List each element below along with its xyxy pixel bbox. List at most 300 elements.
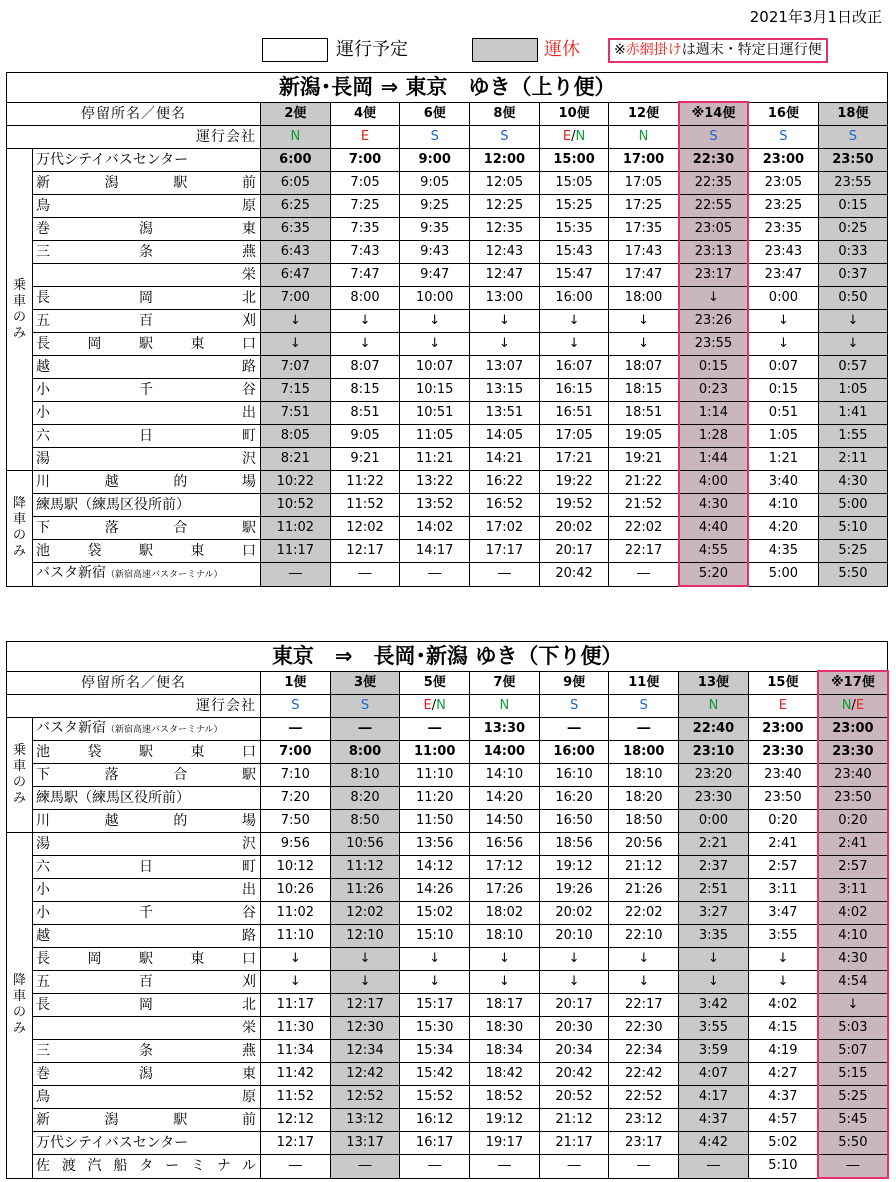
- time-cell: 0:33: [818, 241, 888, 264]
- time-cell: 3:55: [748, 925, 818, 948]
- time-cell: 8:15: [330, 379, 400, 402]
- time-cell: 0:57: [818, 356, 888, 379]
- time-cell: 20:42: [539, 1063, 609, 1086]
- time-cell: 18:34: [470, 1040, 540, 1063]
- time-cell: 1:44: [679, 448, 749, 471]
- time-cell: ↓: [470, 948, 540, 971]
- time-cell: ↓: [539, 948, 609, 971]
- time-cell: ↓: [609, 310, 679, 333]
- time-cell: 22:42: [609, 1063, 679, 1086]
- time-cell: 20:56: [609, 833, 679, 856]
- time-cell: 15:30: [400, 1017, 470, 1040]
- time-cell: 22:02: [609, 517, 679, 540]
- stop-name-text: 三条燕: [36, 1043, 257, 1059]
- table-row: [7, 787, 888, 810]
- time-cell: ↓: [539, 971, 609, 994]
- time-cell: ↓: [539, 333, 609, 356]
- stop-name-text: 万代シテイバスセンター: [36, 1135, 189, 1151]
- time-cell: 12:52: [330, 1086, 400, 1109]
- operator-letter: N: [436, 698, 446, 713]
- time-cell: 1:41: [818, 402, 888, 425]
- time-cell: 19:12: [539, 856, 609, 879]
- stop-name: [33, 172, 261, 195]
- service-number: 7便: [470, 671, 540, 695]
- service-number: 18便: [818, 102, 888, 126]
- time-cell: 21:22: [609, 471, 679, 494]
- table-row: [7, 971, 888, 994]
- time-cell: 7:07: [261, 356, 331, 379]
- time-cell: 11:26: [330, 879, 400, 902]
- time-cell: 2:57: [748, 856, 818, 879]
- time-cell: 18:07: [609, 356, 679, 379]
- time-cell: 18:00: [609, 287, 679, 310]
- time-cell: 15:10: [400, 925, 470, 948]
- stop-name: [33, 563, 261, 587]
- time-cell: 18:51: [609, 402, 679, 425]
- time-cell: ―: [818, 1155, 888, 1179]
- time-cell: ↓: [748, 971, 818, 994]
- stop-name: [33, 1040, 261, 1063]
- operator-code: [330, 695, 400, 718]
- time-cell: 23:40: [818, 764, 888, 787]
- time-cell: 18:10: [609, 764, 679, 787]
- time-cell: 17:43: [609, 241, 679, 264]
- time-cell: 12:35: [470, 218, 540, 241]
- time-cell: ↓: [818, 333, 888, 356]
- time-cell: 23:40: [748, 764, 818, 787]
- time-cell: 9:25: [400, 195, 470, 218]
- table-row: [7, 333, 888, 356]
- time-cell: 10:15: [400, 379, 470, 402]
- stop-name-text: 練馬駅（練馬区役所前）: [36, 790, 190, 806]
- time-cell: 13:17: [330, 1132, 400, 1155]
- time-cell: 10:51: [400, 402, 470, 425]
- operator-code: [679, 695, 749, 718]
- time-cell: ―: [539, 718, 609, 741]
- stop-name: [33, 149, 261, 172]
- legend-suspended-swatch: [472, 38, 538, 62]
- time-cell: 7:47: [330, 264, 400, 287]
- table-row: [7, 810, 888, 833]
- time-cell: 18:20: [609, 787, 679, 810]
- time-cell: 4:07: [679, 1063, 749, 1086]
- stop-name-text: 長岡北: [36, 290, 257, 306]
- time-cell: 2:11: [818, 448, 888, 471]
- time-cell: 23:30: [818, 741, 888, 764]
- time-cell: 16:20: [539, 787, 609, 810]
- table-row: [7, 764, 888, 787]
- time-cell: ―: [330, 563, 400, 587]
- time-cell: 10:56: [330, 833, 400, 856]
- time-cell: 22:55: [679, 195, 749, 218]
- time-cell: 17:12: [470, 856, 540, 879]
- stop-name: [33, 402, 261, 425]
- time-cell: 2:41: [748, 833, 818, 856]
- service-number: 13便: [679, 671, 749, 695]
- time-cell: 15:43: [539, 241, 609, 264]
- time-cell: ↓: [261, 971, 331, 994]
- time-cell: 13:52: [400, 494, 470, 517]
- time-cell: 3:11: [818, 879, 888, 902]
- time-cell: 15:47: [539, 264, 609, 287]
- time-cell: ↓: [261, 310, 331, 333]
- time-cell: 6:25: [261, 195, 331, 218]
- time-cell: 12:17: [330, 540, 400, 563]
- stop-name-text: 新潟駅前: [36, 175, 257, 191]
- time-cell: 18:50: [609, 810, 679, 833]
- service-number: 5便: [400, 671, 470, 695]
- table-row: [7, 471, 888, 494]
- time-cell: ↓: [470, 310, 540, 333]
- stop-name-sub: （新宿高速バスターミナル）: [106, 570, 223, 581]
- legend-planned-label: 運行予定: [336, 39, 408, 60]
- time-cell: 0:50: [818, 287, 888, 310]
- time-cell: 16:51: [539, 402, 609, 425]
- time-cell: 18:00: [609, 741, 679, 764]
- service-number: 16便: [748, 102, 818, 126]
- time-cell: ↓: [818, 994, 888, 1017]
- stop-name: [33, 718, 261, 741]
- time-cell: 17:25: [609, 195, 679, 218]
- time-cell: 6:47: [261, 264, 331, 287]
- time-cell: ↓: [609, 333, 679, 356]
- table-row: [7, 356, 888, 379]
- time-cell: ↓: [748, 310, 818, 333]
- time-cell: 20:17: [539, 540, 609, 563]
- time-cell: 5:15: [818, 1063, 888, 1086]
- time-cell: 17:35: [609, 218, 679, 241]
- time-cell: 9:05: [400, 172, 470, 195]
- time-cell: 7:05: [330, 172, 400, 195]
- time-cell: 4:20: [748, 517, 818, 540]
- operator-letter: N: [638, 129, 649, 144]
- time-cell: 13:07: [470, 356, 540, 379]
- time-cell: ―: [609, 563, 679, 587]
- operator-code: [679, 126, 749, 149]
- time-cell: 12:43: [470, 241, 540, 264]
- time-cell: 14:10: [470, 764, 540, 787]
- time-cell: ↓: [330, 948, 400, 971]
- table-row: [7, 540, 888, 563]
- time-cell: 5:25: [818, 1086, 888, 1109]
- table-row: [7, 149, 888, 172]
- service-number: 2便: [261, 102, 331, 126]
- time-cell: 11:05: [400, 425, 470, 448]
- time-cell: 3:35: [679, 925, 749, 948]
- time-cell: 22:10: [609, 925, 679, 948]
- operator-code: [330, 126, 400, 149]
- time-cell: 4:37: [748, 1086, 818, 1109]
- stop-name: [33, 379, 261, 402]
- time-cell: 5:50: [818, 1132, 888, 1155]
- time-cell: 15:34: [400, 1040, 470, 1063]
- table-row: [7, 994, 888, 1017]
- stop-name-text: 練馬駅（練馬区役所前）: [36, 497, 190, 513]
- time-cell: 7:00: [330, 149, 400, 172]
- stop-name-text: 佐渡汽船ターミナル: [36, 1158, 257, 1175]
- operator-code: [748, 695, 818, 718]
- time-cell: 14:21: [470, 448, 540, 471]
- time-cell: ↓: [679, 948, 749, 971]
- time-cell: 3:47: [748, 902, 818, 925]
- stop-name-text: 鳥原: [36, 198, 257, 214]
- operator-letter: E: [423, 698, 432, 713]
- time-cell: ↓: [470, 333, 540, 356]
- time-cell: 4:54: [818, 971, 888, 994]
- time-cell: ↓: [748, 948, 818, 971]
- stop-name-text: 湯沢: [36, 836, 257, 852]
- stop-name: [33, 879, 261, 902]
- time-cell: 2:21: [679, 833, 749, 856]
- time-cell: 12:42: [330, 1063, 400, 1086]
- operator-letter: S: [430, 129, 439, 144]
- time-cell: 4:30: [818, 471, 888, 494]
- time-cell: 7:00: [261, 287, 331, 310]
- legend-planned-swatch: [262, 38, 328, 62]
- time-cell: 2:41: [818, 833, 888, 856]
- time-cell: 1:05: [748, 425, 818, 448]
- time-cell: 23:05: [679, 218, 749, 241]
- stop-name: [33, 494, 261, 517]
- table-row: [7, 517, 888, 540]
- stop-name-text: 巻潟東: [36, 221, 257, 237]
- time-cell: 12:10: [330, 925, 400, 948]
- time-cell: 11:20: [400, 787, 470, 810]
- time-cell: 22:35: [679, 172, 749, 195]
- time-cell: 13:56: [400, 833, 470, 856]
- time-cell: 23:12: [609, 1109, 679, 1132]
- table-row: [7, 241, 888, 264]
- time-cell: 5:07: [818, 1040, 888, 1063]
- service-number: 11便: [609, 671, 679, 695]
- time-cell: 12:30: [330, 1017, 400, 1040]
- time-cell: 16:52: [470, 494, 540, 517]
- time-cell: 8:07: [330, 356, 400, 379]
- time-cell: 21:52: [609, 494, 679, 517]
- note-rest-text: は週末・特定日運行便: [681, 42, 822, 58]
- stop-name: [33, 471, 261, 494]
- time-cell: 18:17: [470, 994, 540, 1017]
- time-cell: 12:25: [470, 195, 540, 218]
- service-number: ※17便: [818, 671, 888, 695]
- time-cell: 4:55: [679, 540, 749, 563]
- time-cell: 12:12: [261, 1109, 331, 1132]
- time-cell: 15:25: [539, 195, 609, 218]
- operator-letter: S: [569, 698, 579, 713]
- time-cell: 23:55: [679, 333, 749, 356]
- time-cell: 23:26: [679, 310, 749, 333]
- operator-code: [261, 695, 331, 718]
- time-cell: ↓: [539, 310, 609, 333]
- time-cell: 16:56: [470, 833, 540, 856]
- time-cell: 0:25: [818, 218, 888, 241]
- time-cell: 18:42: [470, 1063, 540, 1086]
- time-cell: 22:40: [679, 718, 749, 741]
- table-row: [7, 195, 888, 218]
- time-cell: ↓: [818, 310, 888, 333]
- time-cell: 15:02: [400, 902, 470, 925]
- operator-code: [818, 695, 888, 718]
- time-cell: 11:12: [330, 856, 400, 879]
- time-cell: ↓: [261, 948, 331, 971]
- operator-code: [470, 695, 540, 718]
- time-cell: 1:28: [679, 425, 749, 448]
- time-cell: ―: [261, 1155, 331, 1179]
- time-cell: 14:50: [470, 810, 540, 833]
- operator-letter: S: [639, 698, 648, 713]
- time-cell: 11:22: [330, 471, 400, 494]
- group-alight-only: 降車のみ: [7, 833, 33, 1179]
- time-cell: 10:52: [261, 494, 331, 517]
- table-row: [7, 948, 888, 971]
- time-cell: 20:02: [539, 902, 609, 925]
- operator-letter: N: [841, 698, 852, 713]
- time-cell: 23:50: [818, 787, 888, 810]
- time-cell: 7:50: [261, 810, 331, 833]
- stop-name-text: 小千谷: [36, 382, 257, 398]
- time-cell: 16:10: [539, 764, 609, 787]
- time-cell: 5:20: [679, 563, 749, 587]
- time-cell: ↓: [400, 971, 470, 994]
- service-number: 1便: [261, 671, 331, 695]
- stop-name: [33, 218, 261, 241]
- time-cell: 22:34: [609, 1040, 679, 1063]
- time-cell: 20:02: [539, 517, 609, 540]
- stop-name-text: 池袋駅東口: [36, 744, 257, 760]
- operator-letter: E: [562, 129, 572, 144]
- stop-name: [33, 787, 261, 810]
- service-number: 8便: [470, 102, 540, 126]
- time-cell: 13:51: [470, 402, 540, 425]
- time-cell: 4:30: [818, 948, 888, 971]
- time-cell: 12:02: [330, 517, 400, 540]
- table-row: [7, 379, 888, 402]
- time-cell: 4:02: [818, 902, 888, 925]
- table-title: 新潟･長岡 ⇒ 東京 ゆき（上り便）: [7, 73, 888, 103]
- time-cell: 9:43: [400, 241, 470, 264]
- time-cell: 23:13: [679, 241, 749, 264]
- time-cell: 20:17: [539, 994, 609, 1017]
- time-cell: 21:17: [539, 1132, 609, 1155]
- time-cell: 2:37: [679, 856, 749, 879]
- time-cell: ―: [679, 1155, 749, 1179]
- time-cell: 13:15: [470, 379, 540, 402]
- stop-name-text: 栄: [242, 1020, 257, 1036]
- time-cell: 5:00: [748, 563, 818, 587]
- time-cell: 16:00: [539, 287, 609, 310]
- operator-label: 運行会社: [7, 126, 261, 149]
- table-row: [7, 494, 888, 517]
- stop-name-text: 鳥原: [36, 1089, 257, 1105]
- time-cell: 14:12: [400, 856, 470, 879]
- stop-name-text: 新潟駅前: [36, 1112, 257, 1128]
- time-cell: ―: [539, 1155, 609, 1179]
- time-cell: 9:05: [330, 425, 400, 448]
- table-row: [7, 425, 888, 448]
- time-cell: 7:25: [330, 195, 400, 218]
- time-cell: 5:10: [748, 1155, 818, 1179]
- stop-name: [33, 925, 261, 948]
- time-cell: 23:47: [748, 264, 818, 287]
- time-cell: 16:50: [539, 810, 609, 833]
- time-cell: 13:30: [470, 718, 540, 741]
- time-cell: ↓: [609, 971, 679, 994]
- table-row: [7, 563, 888, 587]
- stop-name: [33, 764, 261, 787]
- operator-code: [539, 695, 609, 718]
- time-cell: 11:52: [261, 1086, 331, 1109]
- operator-letter: N: [575, 129, 586, 144]
- time-cell: 7:20: [261, 787, 331, 810]
- note-mark: ※: [614, 42, 626, 58]
- stop-name: [33, 241, 261, 264]
- time-cell: 20:10: [539, 925, 609, 948]
- time-cell: 23:17: [609, 1132, 679, 1155]
- table-row: [7, 718, 888, 741]
- time-cell: 23:00: [748, 149, 818, 172]
- table-row: [7, 448, 888, 471]
- service-number: ※14便: [679, 102, 749, 126]
- time-cell: 8:50: [330, 810, 400, 833]
- time-cell: 15:35: [539, 218, 609, 241]
- time-cell: 8:10: [330, 764, 400, 787]
- table-row: [7, 879, 888, 902]
- stop-name: [33, 195, 261, 218]
- time-cell: 13:00: [470, 287, 540, 310]
- time-cell: ↓: [679, 971, 749, 994]
- time-cell: 1:55: [818, 425, 888, 448]
- stop-name: [33, 833, 261, 856]
- stop-name: [33, 540, 261, 563]
- time-cell: 3:59: [679, 1040, 749, 1063]
- time-cell: 14:20: [470, 787, 540, 810]
- time-cell: 9:35: [400, 218, 470, 241]
- time-cell: ―: [400, 1155, 470, 1179]
- time-cell: 19:12: [470, 1109, 540, 1132]
- time-cell: 1:05: [818, 379, 888, 402]
- time-cell: ↓: [470, 971, 540, 994]
- time-cell: 8:20: [330, 787, 400, 810]
- time-cell: 3:55: [679, 1017, 749, 1040]
- time-cell: 19:22: [539, 471, 609, 494]
- time-cell: ↓: [330, 310, 400, 333]
- stop-name: [33, 1132, 261, 1155]
- time-cell: 10:22: [261, 471, 331, 494]
- time-cell: ―: [330, 1155, 400, 1179]
- time-cell: 23:43: [748, 241, 818, 264]
- time-cell: 3:42: [679, 994, 749, 1017]
- stop-name-text: 越路: [36, 928, 257, 944]
- time-cell: 17:00: [609, 149, 679, 172]
- stop-name-text: 下落合駅: [36, 520, 257, 536]
- time-cell: ↓: [748, 333, 818, 356]
- table-row: [7, 1063, 888, 1086]
- legend-weekend-note: [608, 38, 828, 63]
- time-cell: 21:26: [609, 879, 679, 902]
- time-cell: 7:51: [261, 402, 331, 425]
- service-number: 10便: [539, 102, 609, 126]
- time-cell: 20:52: [539, 1086, 609, 1109]
- time-cell: 8:05: [261, 425, 331, 448]
- stop-name: [33, 1086, 261, 1109]
- table-title: 東京 ⇒ 長岡･新潟 ゆき（下り便）: [7, 642, 888, 672]
- time-cell: 18:56: [539, 833, 609, 856]
- time-cell: 4:40: [679, 517, 749, 540]
- time-cell: 4:10: [748, 494, 818, 517]
- time-cell: 23:05: [748, 172, 818, 195]
- time-cell: 5:03: [818, 1017, 888, 1040]
- time-cell: 12:47: [470, 264, 540, 287]
